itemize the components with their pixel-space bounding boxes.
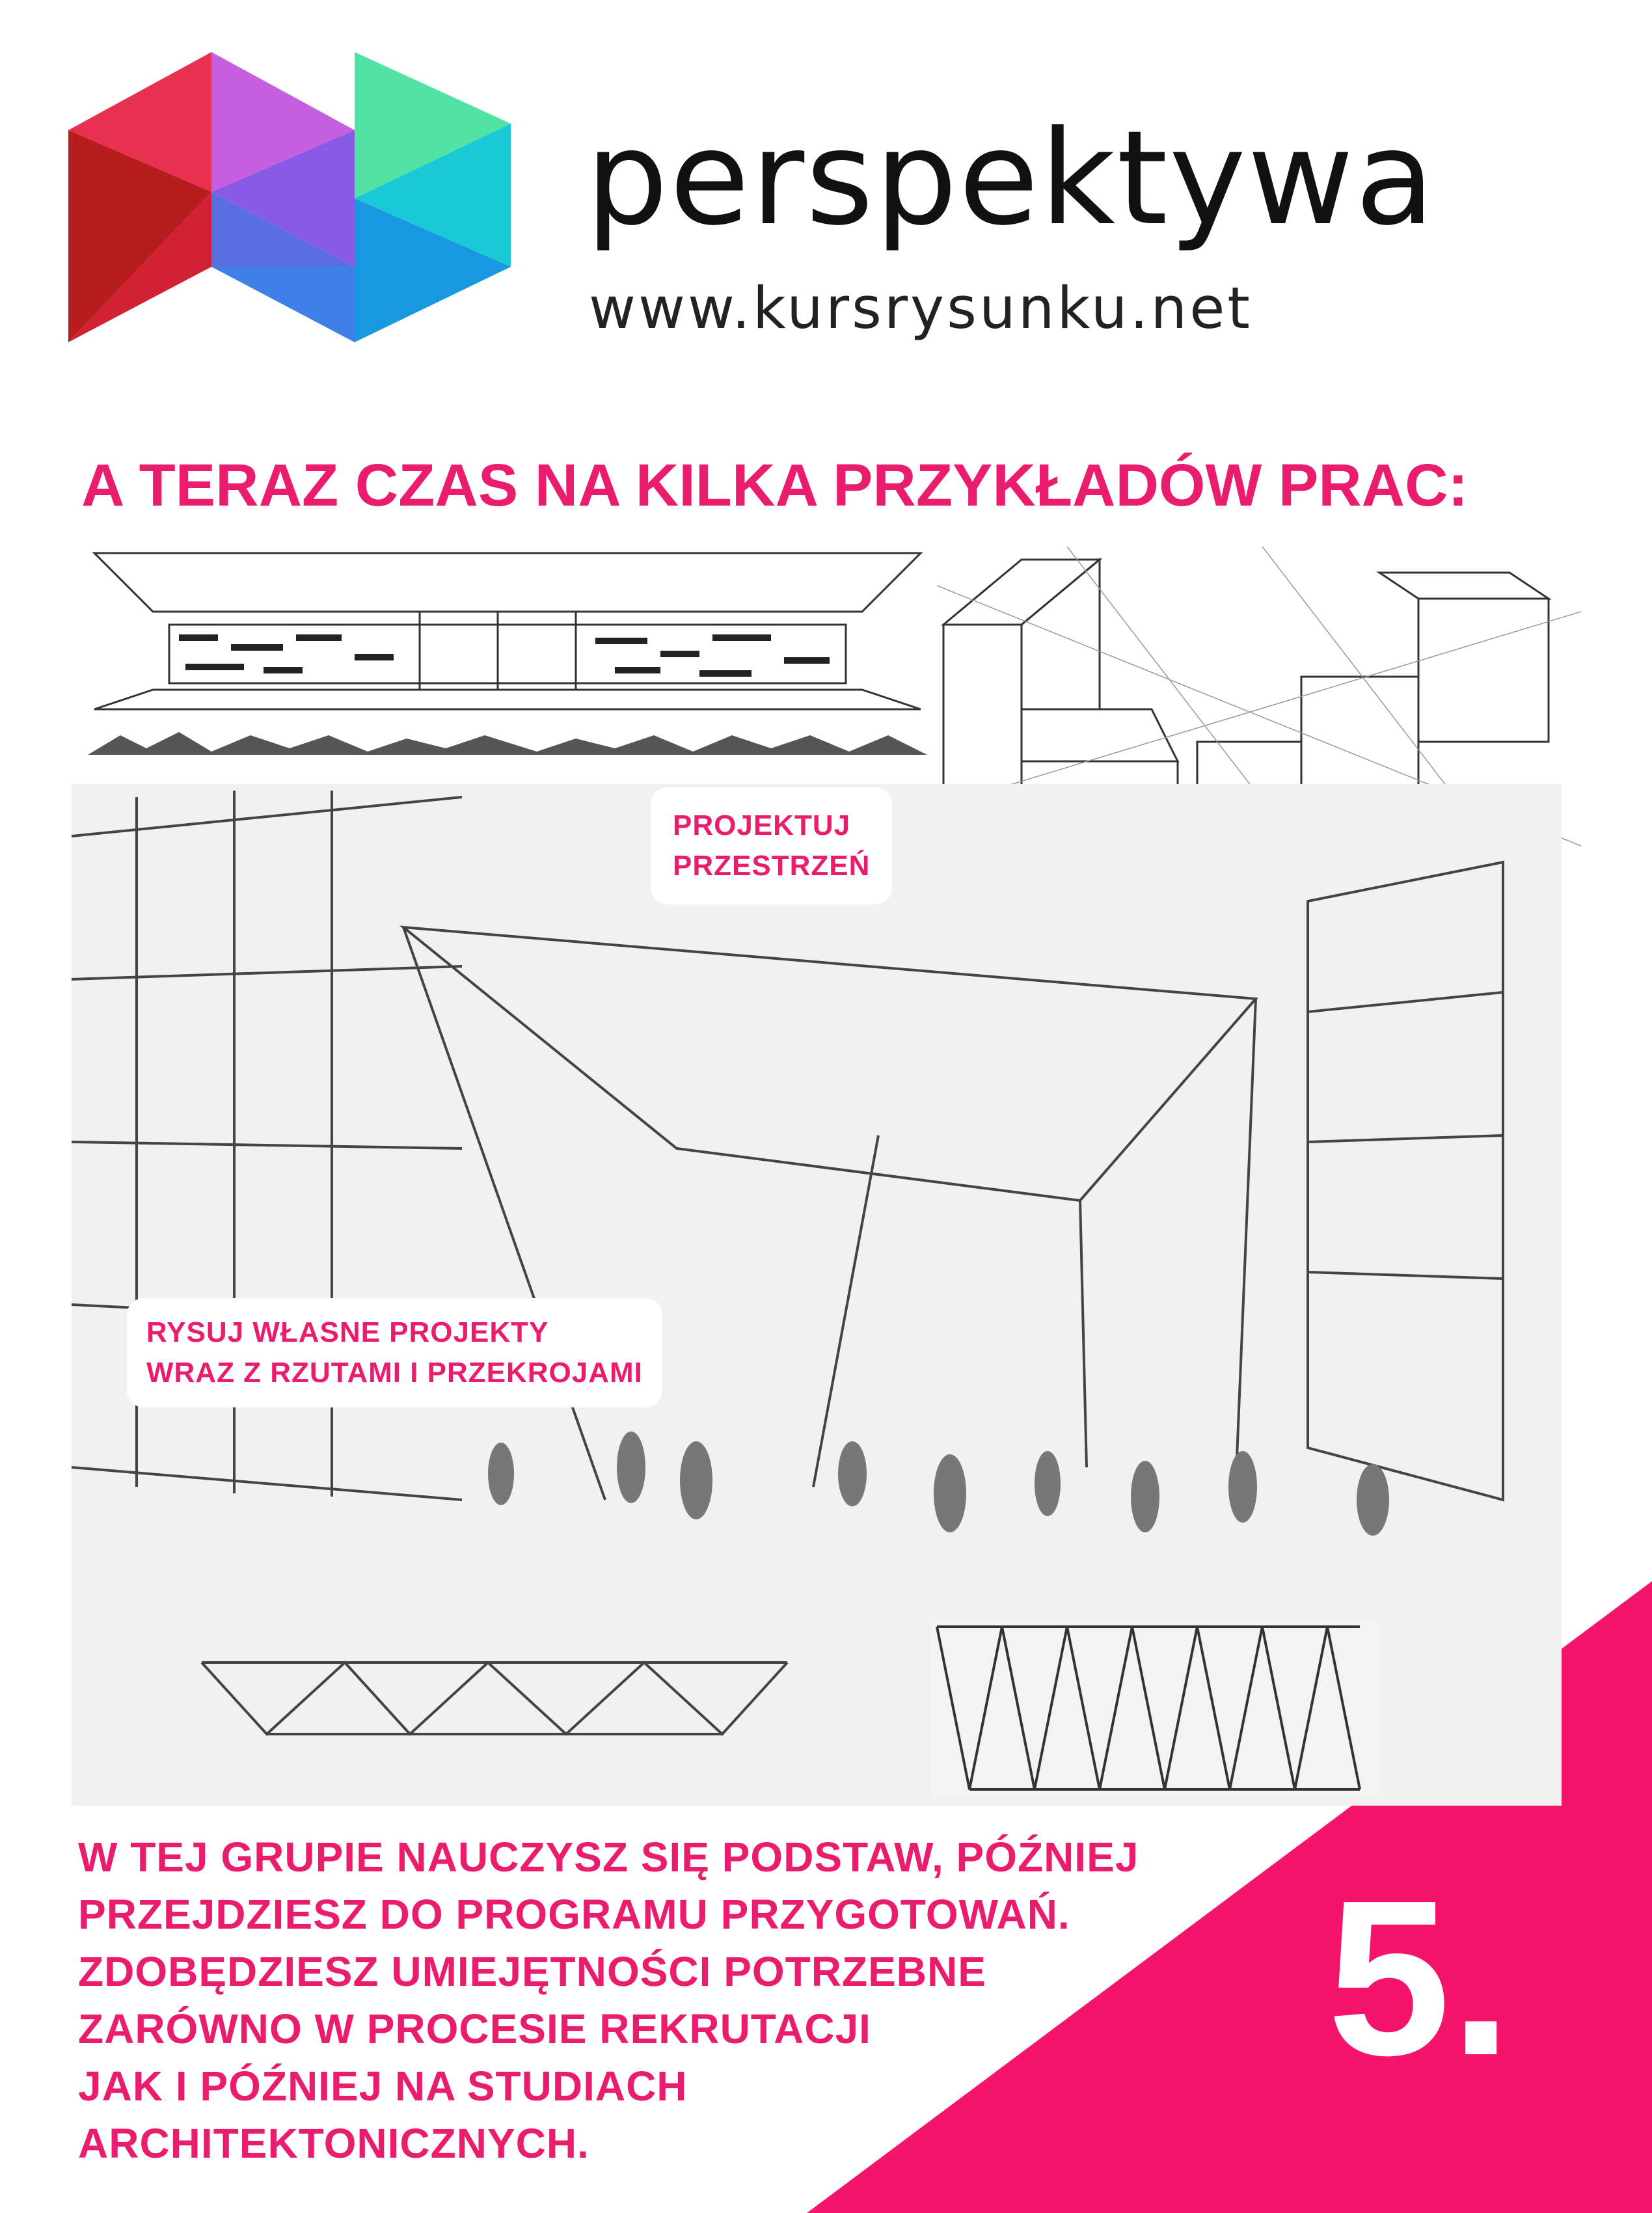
body-text-line: ZDOBĘDZIESZ UMIEJĘTNOŚCI POTRZEBNE bbox=[78, 1948, 986, 1995]
brand-name: perspektywa bbox=[586, 103, 1437, 254]
page-number: 5. bbox=[1327, 1854, 1512, 2102]
callout-line: WRAZ Z RZUTAMI I PRZEKROJAMI bbox=[146, 1357, 643, 1389]
callout-projektuj bbox=[651, 787, 892, 904]
logo-icon bbox=[68, 52, 511, 342]
truss-sketch-image bbox=[930, 1620, 1379, 1796]
body-text-line: ARCHITEKTONICZNYCH. bbox=[78, 2120, 589, 2167]
body-text-line: PRZEJDZIESZ DO PROGRAMU PRZYGOTOWAŃ. bbox=[78, 1891, 1070, 1938]
body-text bbox=[78, 1828, 1139, 2172]
callout-line: RYSUJ WŁASNE PROJEKTY bbox=[146, 1316, 549, 1348]
elevation-sketch-image bbox=[81, 540, 934, 768]
brand-url[interactable]: www.kursrysunku.net bbox=[589, 275, 1253, 342]
callout-rysuj bbox=[127, 1298, 662, 1407]
callout-line: PRZESTRZEŃ bbox=[673, 850, 871, 882]
body-text-line: W TEJ GRUPIE NAUCZYSZ SIĘ PODSTAW, PÓŹNIEJ bbox=[78, 1834, 1139, 1880]
page-headline: A TERAZ CZAS NA KILKA PRZYKŁADÓW PRAC: bbox=[81, 452, 1469, 519]
body-text-line: JAK I PÓŹNIEJ NA STUDIACH bbox=[78, 2063, 688, 2110]
callout-line: PROJEKTUJ bbox=[673, 809, 851, 841]
body-text-line: ZARÓWNO W PROCESIE REKRUTACJI bbox=[78, 2005, 871, 2052]
